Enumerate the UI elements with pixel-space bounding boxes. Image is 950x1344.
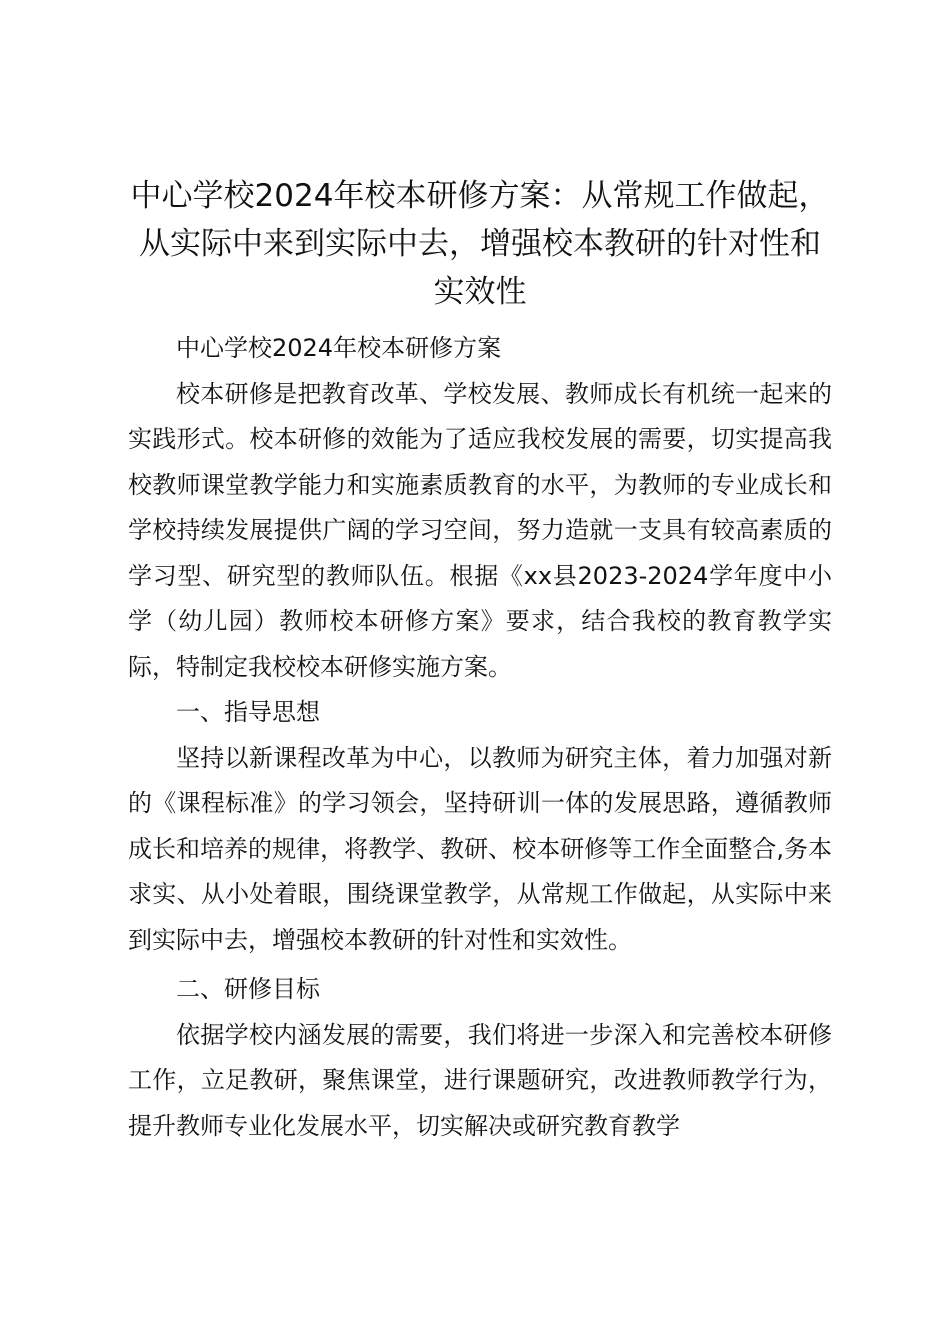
section-body-guiding-ideology: 坚持以新课程改革为中心，以教师为研究主体，着力加强对新的《课程标准》的学习领会，坚持研训一体的发展思路，遵循教师成长和培养的规律，将教学、教研、校本研修等工作全面整合,务本求实、从小处着眼，围绕课堂教学，从常规工作做起，从实际中来到实际中去，增强校本教研的针对性和实效性。 <box>128 743 832 954</box>
document-subtitle: 中心学校2024年校本研修方案 <box>176 334 502 362</box>
section-body-training-goals: 依据学校内涵发展的需要，我们将进一步深入和完善校本研修工作，立足教研，聚焦课堂，进行课题研究，改进教师教学行为，提升教师专业化发展水平，切实解决或研究教育教学 <box>128 1020 832 1140</box>
document-body <box>128 172 832 1149</box>
intro-paragraph: 校本研修是把教育改革、学校发展、教师成长有机统一起来的实践形式。校本研修的效能为了适应我校发展的需要，切实提高我校教师课堂教学能力和实施素质教育的水平，为教师的专业成长和学校持续发展提供广阔的学习空间，努力造就一支具有较高素质的学习型、研究型的教师队伍。根据《xx县2023-2024学年度中小学（幼儿园）教师校本研修方案》要求，结合我校的教育教学实际，特制定我校校本研修实施方案。 <box>128 379 832 681</box>
section-heading-guiding-ideology: 一、指导思想 <box>176 698 320 726</box>
section-heading-training-goals: 二、研修目标 <box>176 975 320 1003</box>
document-title: 中心学校2024年校本研修方案：从常规工作做起，从实际中来到实际中去，增强校本教研的针对性和实效性 <box>130 178 830 310</box>
